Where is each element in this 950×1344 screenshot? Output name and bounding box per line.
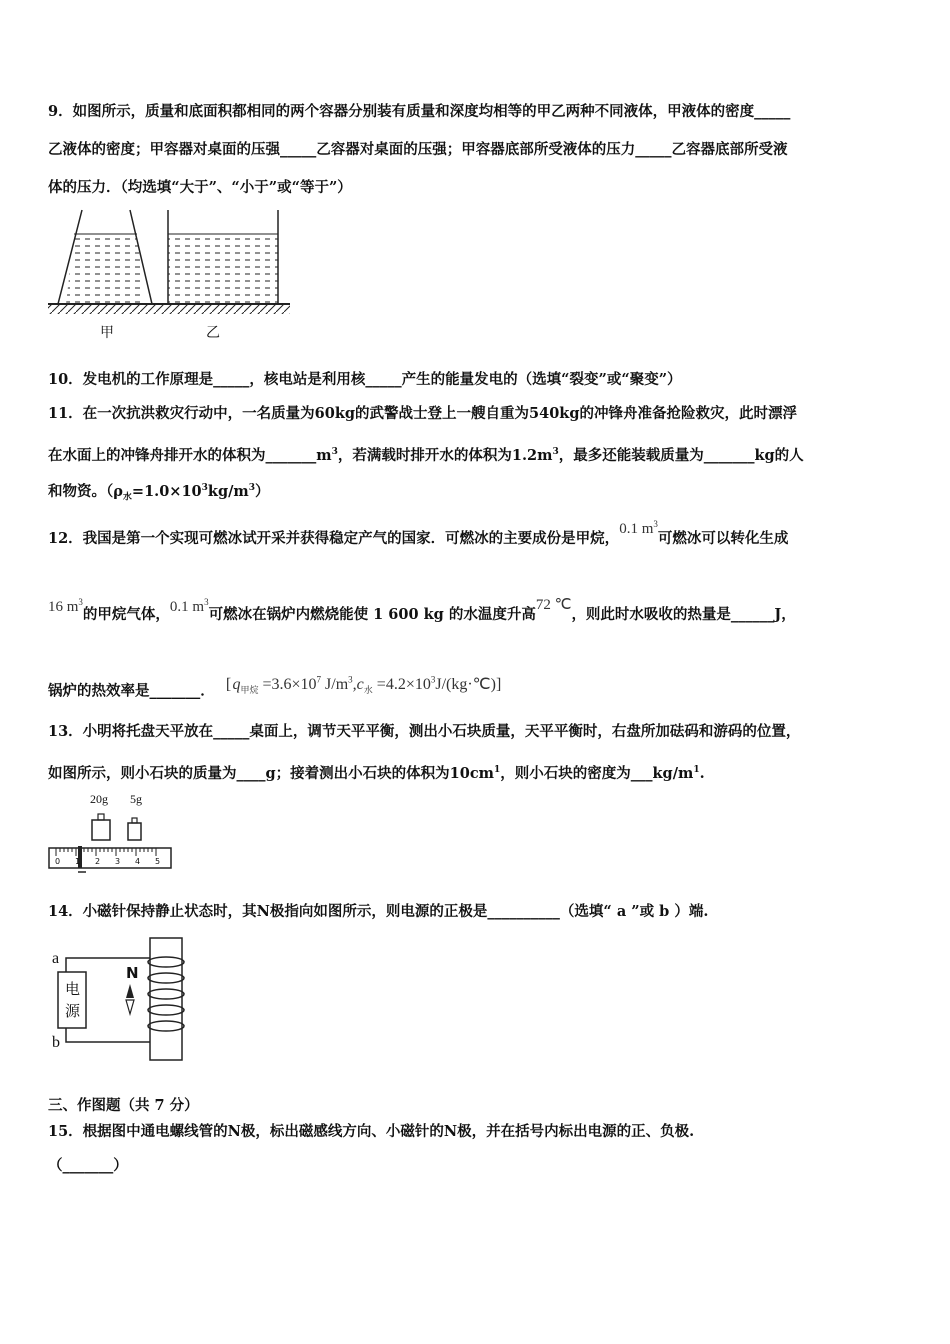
q12-line-2-part-a: 的甲烷气体， bbox=[82, 606, 170, 623]
weight-5g bbox=[128, 823, 141, 840]
q11-sup-a: 3 bbox=[331, 447, 338, 457]
q11-line-2-part-c: ，最多还能装载质量为_______kg的人 bbox=[558, 446, 804, 464]
q14-line-1: 14．小磁针保持静止状态时，其N极指向如图所示，则电源的正极是__________（选填“ a ”或 b ）端. bbox=[48, 903, 709, 920]
q13-line-1: 13．小明将托盘天平放在_____桌面上，调节天平平衡，测出小石块质量，天平平衡时，右盘所加砝码和游码的位置， bbox=[48, 723, 801, 740]
q15-line-2: （_______） bbox=[48, 1157, 128, 1174]
solenoid-figure bbox=[46, 934, 196, 1064]
q12-line-1 bbox=[48, 519, 789, 549]
q12-formula-c: ,c bbox=[352, 676, 364, 694]
q9-line-1: 9．如图所示，质量和底面积都相同的两个容器分别装有质量和深度均相等的甲乙两种不同液体，甲液体的密度_____ bbox=[48, 103, 791, 120]
q12-formula-unit1: J/m bbox=[321, 676, 349, 694]
power-label-1: 电 bbox=[65, 980, 81, 998]
q13-sup-a: 1 bbox=[494, 765, 501, 775]
q12-line-1-part-a: 12．我国是第一个实现可燃冰试开采并获得稳定产气的国家．可燃冰的主要成份是甲烷， bbox=[48, 530, 620, 547]
q11-sup-b: 3 bbox=[552, 447, 559, 457]
q12-volume-1-sup: 3 bbox=[653, 519, 658, 529]
q13-line-2: 如图所示，则小石块的质量为____g；接着测出小石块的体积为$10cm^1$，则小石块的密度为$\_\_\_kg/m^1$. bbox=[48, 764, 705, 782]
q11-line-1: 11．在一次抗洪救灾行动中，一名质量为60kg的武警战士登上一艘自重为540kg的冲锋舟准备抢险救灾，此时漂浮 bbox=[48, 405, 797, 422]
q11-line-3-part-a: 和物资。（ρ bbox=[48, 482, 123, 500]
label-jia: 甲 bbox=[100, 325, 114, 341]
q12-volume-2-text: 0.1 m bbox=[169, 599, 205, 615]
q12-temp: 72 ℃ bbox=[535, 597, 572, 613]
q12-line-2 bbox=[48, 597, 796, 625]
q12-formula-mid2: =4.2×10 bbox=[376, 676, 431, 694]
weight-20g bbox=[92, 820, 110, 840]
tick-0: 0 bbox=[55, 857, 61, 866]
balance-figure bbox=[46, 790, 176, 874]
weight-20g-label: 20g bbox=[90, 792, 108, 806]
q11-sup-exp: 3 bbox=[201, 483, 208, 493]
q12-line-3-part-a: 锅炉的热效率是_______． bbox=[48, 682, 215, 700]
q12-formula-exp3: 3 bbox=[430, 675, 436, 685]
q12-formula-unit1-sup: 3 bbox=[348, 675, 353, 685]
q12-volume-16 bbox=[48, 599, 83, 615]
containers-drawing bbox=[44, 208, 294, 318]
q12-volume-1 bbox=[619, 521, 658, 537]
needle-south bbox=[126, 1000, 134, 1014]
q10-line-1: 10．发电机的工作原理是_____，核电站是利用核_____产生的能量发电的（选填“裂变”或“聚变”） bbox=[48, 371, 682, 388]
q12-formula-q-sub: 甲烷 bbox=[240, 685, 259, 696]
q11-line-3-part-d: ） bbox=[255, 482, 270, 500]
power-label-2: 源 bbox=[65, 1002, 81, 1020]
weight-5g-label: 5g bbox=[130, 792, 142, 806]
q12-formula-exp7: 7 bbox=[316, 675, 322, 685]
q12-volume-16-text: 16 m bbox=[48, 599, 79, 615]
q12-formula-unit2: J/(kg·℃) bbox=[435, 676, 496, 694]
q11-line-3-part-b: =1.0×10 bbox=[131, 482, 202, 500]
section-3-title: 三、作图题（共 7 分） bbox=[48, 1097, 199, 1114]
containers-figure bbox=[44, 208, 294, 348]
tick-3: 3 bbox=[115, 857, 121, 866]
q12-volume-2 bbox=[170, 599, 209, 615]
q11-line-3 bbox=[48, 478, 270, 508]
q15-line-1: 15．根据图中通电螺线管的N极，标出磁感线方向、小磁针的N极，并在括号内标出电源的正、负极. bbox=[48, 1123, 695, 1140]
terminal-b: b bbox=[52, 1034, 60, 1051]
solenoid-drawing bbox=[46, 934, 196, 1064]
label-yi: 乙 bbox=[206, 325, 220, 341]
coils bbox=[148, 957, 184, 1031]
tick-5: 5 bbox=[155, 857, 161, 866]
terminal-a: a bbox=[52, 950, 60, 967]
tick-1: 1 bbox=[75, 857, 81, 866]
q12-line-2-part-c: ，则此时水吸收的热量是______J， bbox=[571, 606, 796, 623]
needle-n-label: N bbox=[126, 964, 139, 982]
q11-line-3-part-c: kg/m bbox=[207, 482, 249, 500]
q13-sup-b: 1 bbox=[693, 765, 700, 775]
q13-line-2-part-a: 如图所示，则小石块的质量为____g；接着测出小石块的体积为10cm bbox=[48, 764, 494, 782]
q9-line-3: 体的压力．（均选填“大于”、“小于”或“等于”） bbox=[48, 179, 352, 196]
q12-volume-1-text: 0.1 m bbox=[619, 521, 654, 537]
q12-formula-mid: =3.6×10 bbox=[262, 676, 317, 694]
tick-2: 2 bbox=[95, 857, 101, 866]
q12-formula-c-sub: 水 bbox=[363, 685, 373, 696]
q12-formula: [ $q_{甲烷} =3.6\times 10^7$ $J/m^3,c_水$ $=4.2\times 10^3J/(kg\cdot℃)$] bbox=[225, 675, 502, 696]
q11-sup-m3: 3 bbox=[248, 483, 255, 493]
q11-sub-water: 水 bbox=[122, 492, 132, 503]
q9-line-2: 乙液体的密度；甲容器对桌面的压强_____乙容器对桌面的压强；甲容器底部所受液体的压力_____乙容器底部所受液 bbox=[48, 141, 788, 158]
q11-line-2-part-a: 在水面上的冲锋舟排开水的体积为_______m bbox=[48, 446, 332, 464]
q12-volume-2-sup: 3 bbox=[204, 597, 209, 607]
ruler bbox=[49, 848, 171, 868]
needle-north bbox=[126, 984, 134, 998]
q12-line-1-part-b: 可燃冰可以转化生成 bbox=[657, 530, 789, 547]
q12-volume-16-sup: 3 bbox=[78, 597, 83, 607]
q12-line-2-part-b: 可燃冰在锅炉内燃烧能使 1 600 kg 的水温度升高 bbox=[208, 606, 536, 623]
q11-line-2 bbox=[48, 442, 804, 466]
q12-formula-q: q bbox=[232, 676, 241, 694]
tick-4: 4 bbox=[135, 857, 141, 866]
q11-line-2-part-b: ，若满载时排开水的体积为1.2m bbox=[337, 446, 553, 464]
q13-line-2-part-b: ，则小石块的密度为___kg/m bbox=[500, 764, 694, 782]
q12-line-3 bbox=[48, 676, 501, 707]
